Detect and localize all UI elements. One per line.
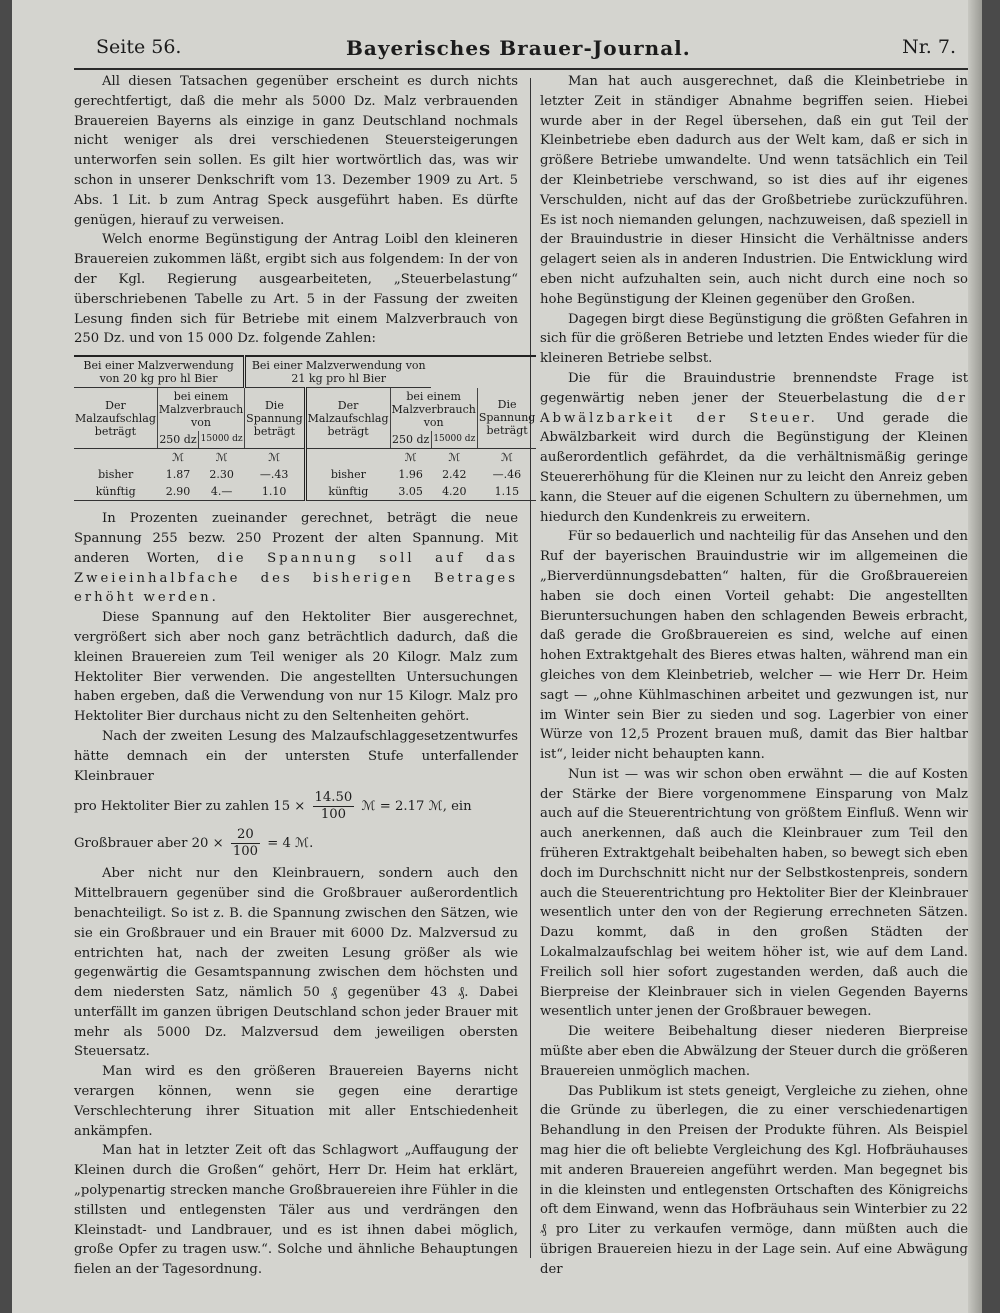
column-header: bei einem Malzverbrauch von bbox=[390, 388, 477, 432]
table-row bbox=[74, 483, 536, 501]
table-cell: 4.20 bbox=[442, 485, 467, 499]
unit-label: ℳ bbox=[245, 449, 306, 467]
table-cell: 2.90 bbox=[165, 485, 191, 499]
paragraph: Nun ist — was wir schon oben erwähnt — die auf Kosten der Stärke der Biere vorgenommene Einsparung von Malz auch auf die Steuerentrichtung von größtem Einfluß. Wenn wir auch anerkennen, daß auch die Kleinbrauer zum Teil den früheren Extraktgehalt beibehalten haben, so bewegt sich eben doch im Durchschnitt nicht nur der Selbstkostenpreis, sondern auch die Steuerentrichtung pro Hektoliter Bier der Kleinbrauer wesentlich unter den von der Regierung errechneten Sätzen. Dazu kommt, daß in den großen Städten der Lokalmalzaufschlag bei weitem höher ist, wie auf dem Land. Freilich soll hier sofort zugestanden werden, daß auch die Bierpreise der Kleinbrauer sich in vielen Gegenden Bayerns wesentlich unter jenen der Großbrauer bewegen. bbox=[540, 766, 968, 1020]
table-cell: —.46 bbox=[492, 468, 522, 482]
unit-label: ℳ bbox=[215, 451, 228, 465]
column-subheader: 250 dz bbox=[157, 431, 198, 449]
paragraph: Die für die Brauindustrie brennendste Frage ist gegenwärtig neben jener der Steuerbelastung die der Abwälzbarkeit der Steuer. Und gerade die Abwälzbarkeit wird durch die Begünstigung der Kleinen außerordentlich gefährdet, da die verhältnismäßig geringe Steuererhöhung für die Kleinen nur zu leicht den Anreiz geben kann, die Steuer auf die eigenen Schultern zu übernehmen, um hiedurch den Kundenkreis zu erweitern. bbox=[540, 370, 969, 525]
emphasized-text: der Abwälzbarkeit der Steuer. bbox=[540, 390, 968, 426]
table-cell: 1.15 bbox=[494, 485, 520, 499]
paragraph: Für so bedauerlich und nachteilig für das Ansehen und den Ruf der bayerischen Brauindustrie wir im allgemeinen die „Bierverdünnungsdebatten“ halten, für die Großbrauereien haben sie doch einen Vorteil gehabt: Die angestellten Bieruntersuchungen haben den schlagenden Beweis erbracht, daß gerade die Großbrauereien es sind, welche auf einen hohen Extraktgehalt des Bieres etwas halten, während man ein gleiches von dem Kleinbetrieb, welcher — wie Herr Dr. Heim sagt — „ohne Kühlmaschinen arbeitet und gezwungen ist, nur im Winter sein Bier zu sieden und sog. Lagerbier von einer Würze von 12,5 Prozent brauen muß, damit das Bier haltbar ist“, leider nicht behaupten kann. bbox=[540, 529, 968, 763]
fraction: $\frac{14.50}{100}$ bbox=[314, 790, 353, 823]
formula-line: pro Hektoliter Bier zu zahlen 15 × $\frac{14.50}{100}$ ℳ = 2.17 ℳ, ein bbox=[74, 790, 472, 823]
column-header: Der Malzaufschlag beträgt bbox=[305, 388, 390, 449]
unit-label: ℳ bbox=[500, 451, 513, 465]
table-group-header: Bei einer Malzverwendung von 20 kg pro hl Bier bbox=[74, 356, 245, 388]
paragraph: Dagegen birgt diese Begünstigung die größten Gefahren in sich für die größeren Betriebe und letzten Endes wieder für die kleineren Betriebe selbst. bbox=[540, 311, 968, 367]
row-label: bisher bbox=[330, 468, 366, 482]
row-label: künftig bbox=[95, 485, 136, 499]
left-column bbox=[74, 72, 536, 1280]
column-header: Die Spannung beträgt bbox=[245, 388, 306, 449]
paragraph: All diesen Tatsachen gegenüber erscheint es durch nichts gerechtfertigt, daß die mehr als 5000 Dz. Malz verbrauenden Brauereien Bayerns als einzige in ganz Deutschland nochmals nicht weniger als drei verschiedenen Steuersteigerungen unterworfen sein sollen. Es gilt hier wortwörtlich das, was wir schon in unserer Denkschrift vom 13. Dezember 1909 zu Art. 5 Abs. 1 Lit. b zum Antrag Speck ausgeführt haben. Es dürfte genügen, hierauf zu verweisen. bbox=[74, 74, 518, 228]
column-subheader: 15000 dz bbox=[199, 431, 245, 449]
formula-line: Großbrauer aber 20 × $\frac{20}{100}$ = 4 ℳ. bbox=[74, 827, 314, 860]
column-subheader: 15000 dz bbox=[431, 431, 477, 449]
header-rule bbox=[74, 68, 976, 70]
journal-title: Bayerisches Brauer-Journal. bbox=[346, 36, 691, 60]
table-row bbox=[74, 466, 536, 483]
column-divider bbox=[530, 78, 531, 1258]
table-cell: 2.42 bbox=[442, 468, 467, 482]
paragraph: Man hat in letzter Zeit oft das Schlagwort „Auffaugung der Kleinen durch die Großen“ gehört, Herr Dr. Heim hat erklärt, „polypenartig strecken manche Großbrauereien ihre Fühler in die stillsten und entlegensten Täler aus und verdrängen den Kleinstadt- und Landbrauer, und es ist ihnen dabei möglich, große Opfer zu tragen usw.“. Solche und ähnliche Behauptungen fielen an der Tagesordnung. bbox=[74, 1143, 518, 1278]
paragraph: Die weitere Beibehaltung dieser niederen Bierpreise müßte aber eben die Abwälzung der Steuer durch die größeren Brauereien unmöglich machen. bbox=[540, 1024, 968, 1079]
column-header: Die Spannung beträgt bbox=[477, 388, 536, 449]
column-header: Der Malzaufschlag beträgt bbox=[74, 388, 157, 449]
paragraph: Diese Spannung auf den Hektoliter Bier ausgerechnet, vergrößert sich aber noch ganz beträchtlich dadurch, daß die kleinen Brauereien zum Teil weniger als 20 Kilogr. Malz zum Hektoliter Bier verwenden. Die angestellten Untersuchungen haben ergeben, daß die Verwendung von nur 15 Kilogr. Malz pro Hektoliter Bier durchaus nicht zu den Seltenheiten gehört. bbox=[74, 610, 518, 725]
malt-tax-table bbox=[74, 355, 536, 501]
emphasized-text: die Spannung soll auf das Zweieinhalbfache des bisherigen Betrages erhöht werden. bbox=[74, 550, 518, 606]
fraction: $\frac{20}{100}$ bbox=[232, 827, 258, 860]
paragraph: Das Publikum ist stets geneigt, Vergleiche zu ziehen, ohne die Gründe zu überlegen, die zu einer verschiedenartigen Behandlung in den Preisen der Produkte führen. Als Beispiel mag hier die oft beliebte Vergleichung des Kgl. Hofbräuhauses mit anderen Brauereien angeführt werden. Man begegnet bis in die kleinsten und entlegensten Ortschaften des Königreichs oft dem Einwand, wenn das Hofbräuhaus sein Winterbier zu 22 ₰ pro Liter zu verkaufen vermöge, dann müßten auch die übrigen Brauereien hiezu in der Lage sein. Auf eine Abwägung der bbox=[540, 1083, 968, 1277]
row-label: bisher bbox=[98, 468, 134, 482]
row-label: künftig bbox=[328, 485, 369, 499]
page bbox=[12, 0, 982, 1313]
table-cell: 4.— bbox=[210, 485, 233, 499]
column-subheader: 250 dz bbox=[390, 431, 431, 449]
paragraph: In Prozenten zueinander gerechnet, beträgt die neue Spannung 255 bezw. 250 Prozent der alten Spannung. Mit anderen Worten, die Spannung soll auf das Zweieinhalbfache des bisherigen Betrages erhöht werden. bbox=[74, 511, 518, 606]
table-cell: 1.10 bbox=[245, 483, 306, 501]
table-group-header: Bei einer Malzverwendung von 21 kg pro hl Bier bbox=[245, 356, 432, 388]
column-header: bei einem Malzverbrauch von bbox=[157, 388, 244, 432]
table-cell: —.43 bbox=[245, 466, 306, 483]
unit-label: ℳ bbox=[172, 451, 184, 465]
unit-label: ℳ bbox=[448, 451, 461, 465]
unit-label: ℳ bbox=[404, 451, 417, 465]
page-number: Seite 56. bbox=[96, 36, 182, 58]
table-cell: 1.87 bbox=[165, 468, 191, 482]
page-header bbox=[96, 36, 976, 66]
issue-number: Nr. 7. bbox=[902, 36, 956, 58]
paragraph: Aber nicht nur den Kleinbrauern, sondern auch den Mittelbrauern gegenüber sind die Großbrauer außerordentlich benachteiligt. So ist z. B. die Spannung zwischen den Sätzen, wie sie ein Großbrauer und ein Brauer mit 6000 Dz. Malzversud zu entrichten hat, nach der zweiten Lesung größer als wie gegenwärtig die Gesamtspannung zwischen dem höchsten und dem niedersten Satz, nämlich 50 ₰ gegenüber 43 ₰. Dabei unterfällt im ganzen übrigen Deutschland schon jeder Brauer mit mehr als 5000 Dz. Malzversud dem jeweiligen obersten Steuersatz. bbox=[74, 866, 518, 1060]
paragraph: Nach der zweiten Lesung des Malzaufschlaggesetzentwurfes hätte demnach ein der untersten Stufe unterfallender Kleinbrauer bbox=[74, 728, 518, 784]
paragraph: Man wird es den größeren Brauereien Bayerns nicht verargen können, wenn sie gegen eine derartige Verschlechterung ihrer Situation mit aller Entschiedenheit ankämpfen. bbox=[74, 1064, 518, 1139]
table-cell: 3.05 bbox=[398, 485, 423, 499]
table-cell: 1.96 bbox=[398, 468, 423, 482]
paragraph: Welch enorme Begünstigung der Antrag Loibl den kleineren Brauereien zukommen läßt, ergibt sich aus folgendem: In der von der Kgl. Regierung ausgearbeiteten, „Steuerbelastung“ überschriebenen Tabelle zu Art. 5 in der Fassung der zweiten Lesung finden sich für Betriebe mit einem Malzverbrauch von 250 Dz. und von 15 000 Dz. folgende Zahlen: bbox=[74, 232, 518, 347]
table-cell: 2.30 bbox=[209, 468, 234, 482]
paragraph: Man hat auch ausgerechnet, daß die Kleinbetriebe in letzter Zeit in ständiger Abnahme begriffen seien. Hiebei wurde aber in der Regel übersehen, daß ein gut Teil der Kleinbetriebe eben dadurch aus der Welt kam, daß er sich in größere Betriebe umwandelte. Und wenn tatsächlich ein Teil der Kleinbetriebe verschwand, so ist dies auf ihr eigenes Verschulden, nicht auf das der Großbetriebe zurückzuführen. Es ist noch niemanden gelungen, nachzuweisen, daß speziell in der Brauindustrie in dieser Hinsicht die Verhältnisse anders gelagert seien als in anderen Industrien. Die Entwicklung wird eben nicht aufzuhalten sein, auch nicht durch eine noch so hohe Begünstigung der Kleinen gegenüber den Großen. bbox=[540, 74, 968, 307]
right-column bbox=[540, 72, 968, 1280]
